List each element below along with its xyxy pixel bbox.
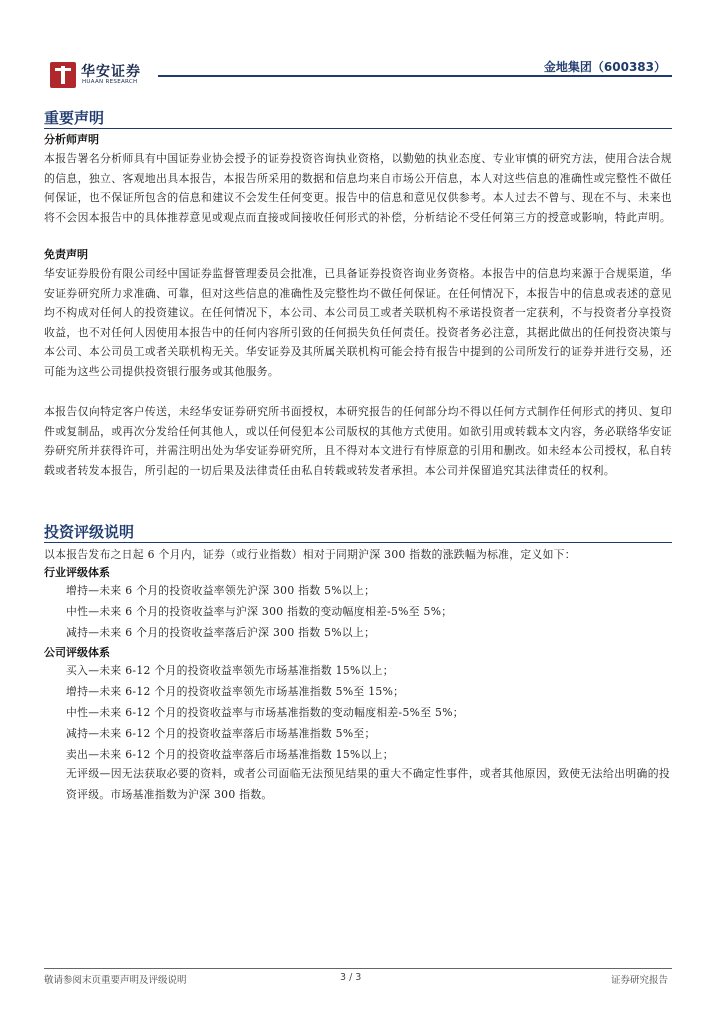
logo-mark-icon	[50, 62, 76, 88]
section-divider-important	[44, 128, 672, 129]
company-rating-item: 买入—未来 6-12 个月的投资收益率领先市场基准指数 15%以上；	[66, 664, 394, 677]
rating-intro-text: 以本报告发布之日起 6 个月内，证券（或行业指数）相对于同期沪深 300 指数的涨跌幅为标准，定义如下：	[44, 548, 576, 561]
industry-rating-item: 增持—未来 6 个月的投资收益率领先沪深 300 指数 5%以上；	[66, 584, 376, 597]
header-divider	[158, 75, 672, 77]
disclaimer-text-1: 华安证券股份有限公司经中国证券监督管理委员会批准，已具备证券投资咨询业务资格。本报告中的信息均来源于合规渠道，华安证券研究所力求准确、可靠，但对这些信息的准确性及完整性均不做任何保证。在任何情况下，本报告中的信息或表述的意见均不构成对任何人的投资建议。在任何情况下，本公司、本公司员工或者关联机构不承诺投资者一定获利，不与投资者分享投资收益，也不对任何人因使用本报告中的任何内容所引致的任何损失负任何责任。投资者务必注意，其据此做出的任何投资决策与本公司、本公司员工或者关联机构无关。华安证券及其所属关联机构可能会持有报告中提到的公司所发行的证券并进行交易，还可能为这些公司提供投资银行服务或其他服务。	[44, 267, 672, 378]
company-rating-item: 中性—未来 6-12 个月的投资收益率与市场基准指数的变动幅度相差-5%至 5%；	[66, 706, 464, 719]
analyst-statement-text: 本报告署名分析师具有中国证券业协会授予的证券投资咨询执业资格，以勤勉的执业态度、专业审慎的研究方法，使用合法合规的信息，独立、客观地出具本报告，本报告所采用的数据和信息均来自市场公开信息，本人对这些信息的准确性或完整性不做任何保证，也不保证所包含的信息和建议不会发生任何变更。报告中的信息和意见仅供参考。本人过去不曾与、现在不与、未来也将不会因本报告中的具体推荐意见或观点而直接或间接收任何形式的补偿，分析结论不受任何第三方的授意或影响，特此声明。	[44, 152, 672, 224]
section-title-rating: 投资评级说明	[44, 523, 135, 541]
footer-report-type: 证券研究报告	[610, 975, 668, 986]
subsection-title-company-rating: 公司评级体系	[44, 646, 110, 659]
section-divider-rating	[44, 542, 672, 543]
subsection-title-disclaimer: 免责声明	[44, 248, 88, 261]
industry-rating-item: 减持—未来 6 个月的投资收益率落后沪深 300 指数 5%以上；	[66, 626, 376, 639]
logo-english-name: HUAAN RESEARCH	[82, 79, 138, 85]
header-company-title: 金地集团（600383）	[543, 60, 666, 74]
footer-note: 敬请参阅末页重要声明及评级说明	[44, 975, 187, 986]
company-logo	[50, 62, 145, 88]
company-rating-item: 增持—未来 6-12 个月的投资收益率领先市场基准指数 5%至 15%；	[66, 685, 405, 698]
company-rating-item: 卖出—未来 6-12 个月的投资收益率落后市场基准指数 15%以上；	[66, 748, 394, 761]
footer-divider	[44, 968, 672, 969]
industry-rating-item: 中性—未来 6 个月的投资收益率与沪深 300 指数的变动幅度相差-5%至 5%；	[66, 605, 453, 618]
section-title-important: 重要声明	[44, 109, 105, 127]
disclaimer-text-2: 本报告仅向特定客户传送，未经华安证券研究所书面授权，本研究报告的任何部分均不得以任何方式制作任何形式的拷贝、复印件或复制品，或再次分发给任何其他人，或以任何侵犯本公司版权的其他方式使用。如欲引用或转载本文内容，务必联络华安证券研究所并获得许可，并需注明出处为华安证券研究所，且不得对本文进行有悖原意的引用和删改。如未经本公司授权，私自转载或者转发本报告，所引起的一切后果及法律责任由私自转载或转发者承担。本公司并保留追究其法律责任的权利。	[44, 405, 672, 477]
company-rating-item: 减持—未来 6-12 个月的投资收益率落后市场基准指数 5%至；	[66, 727, 376, 740]
no-rating-definition: 无评级—因无法获取必要的资料，或者公司面临无法预见结果的重大不确定性事件，或者其他原因，致使无法给出明确的投资评级。市场基准指数为沪深 300 指数。	[66, 767, 670, 801]
page-number: 3 / 3	[340, 972, 362, 983]
subsection-title-analyst: 分析师声明	[44, 133, 99, 146]
logo-chinese-name: 华安证券	[81, 64, 141, 80]
subsection-title-industry-rating: 行业评级体系	[44, 566, 110, 579]
